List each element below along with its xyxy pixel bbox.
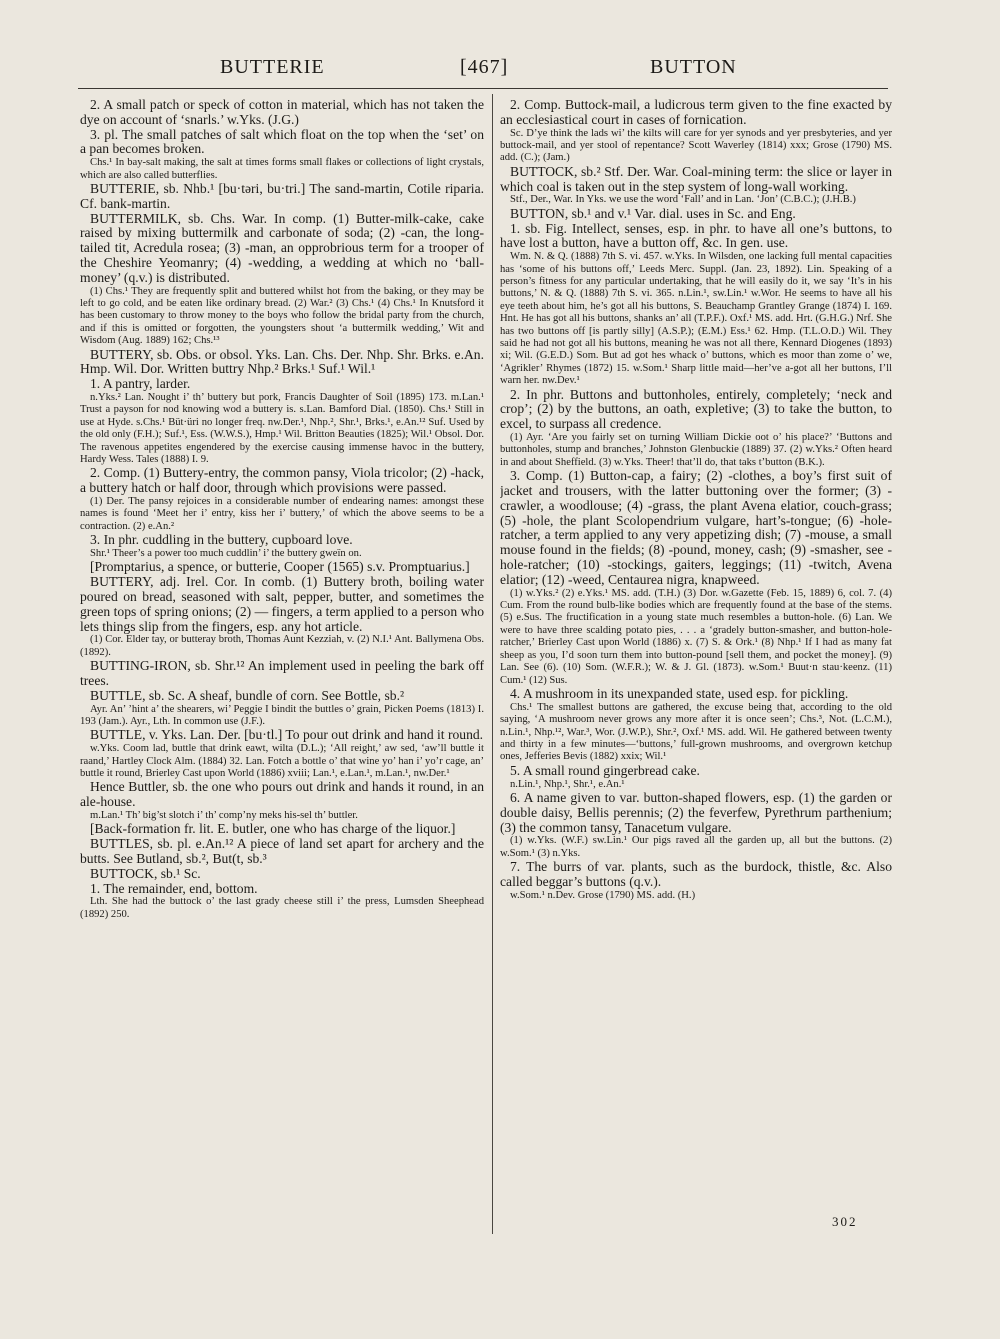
citation-paragraph: Chs.¹ In bay-salt making, the salt at times forms small flakes or collections of light crystals, which are also called butterflies. [80,157,484,181]
citation-paragraph: (1) Ayr. ‘Are you fairly set on turning William Dickie oot o’ his place?’ ‘Buttons and buttonholes, stump and branches,’ Johnston Glenbuckie (1889) 37. (2) w.Yks.² Often heard in and about Sheffield. (3) w.Yks. Theer! that’ll do, that taks t’button (B.K.). [500,432,892,468]
citation-paragraph: (1) Der. The pansy rejoices in a considerable number of endearing names: amongst these names is found ‘Meet her i’ entry, kiss her i’ buttery,’ of which the above seems to be a contraction. (2) e.An.² [80,496,484,532]
entry-paragraph: 1. sb. Fig. Intellect, senses, esp. in phr. to have all one’s buttons, to have lost a button, have a button off, &c. In gen. use. [500,220,892,251]
entry-paragraph: 3. pl. The small patches of salt which float on the top when the ‘set’ on a pan becomes broken. [80,126,484,157]
citation-paragraph: Stf., Der., War. In Yks. we use the word ‘Fall’ and in Lan. ‘Jon’ (C.B.C.); (J.H.B.) [510,194,856,206]
entry-paragraph: 1. The remainder, end, bottom. [90,880,258,896]
citation-paragraph: Wm. N. & Q. (1888) 7th S. vi. 457. w.Yks. In Wilsden, one lacking full mental capacities has ‘some of his buttons off,’ Leeds Merc. Suppl. (Jan. 23, 1892). Lin. Speaking of a person’s fitness for any particular undertaking, that he will easily do it, we say ‘It’s in his buttons,’ N. & Q. (1888) 7th S. vi. 365. n.Lin.¹, sw.Lin.¹ w.Wor. He seems to have all his eye teeth about him, he’s got all his buttons, S. Beauchamp Grantley Grange (1874) I. 169. Hnt. He has got all his buttons, shanks an’ all (T.P.F.). Oxf.¹ MS. add. Hrt. (G.H.G.) Nrf. She has two buttons off [is partly silly] (A.S.P.); (E.M.) Ess.¹ 62. Hmp. (T.L.O.D.) Wil. They said he had not got all his buttons, meaning he was not all there, Kennard Diogenes (1893) xi; Wil. (G.E.D.) Som. But ad got hes whack o’ buttons, which es moor than zome o’ we, ‘Agrikler’ Rhymes (1872) 15. w.Som.¹ Sharp little maid—her’ve a-got all her buttons, I’ll warn her. nw.Dev.¹ [500,251,892,387]
signature-mark: 302 [832,1214,858,1229]
citation-paragraph: m.Lan.¹ Th’ big’st slotch i’ th’ comp’ny meks his-sel th’ buttler. [90,810,358,822]
entry-paragraph: BUTTLE, v. Yks. Lan. Der. [bu·tl.] To pour out drink and hand it round. [90,727,484,743]
running-header [220,56,760,86]
citation-paragraph: w.Yks. Coom lad, buttle that drink eawt, wilta (D.L.); ‘All reight,’ aw sed, ‘aw’ll buttle it raand,’ Hartley Clock Alm. (1884) 32. Lan. Fotch a bottle o’ that wine yo’ han i’ yo’r cage, an’ buttle it round, Brierley Cast upon World (1886) xviii; Lan.¹, e.Lan.¹, m.Lan.¹, nw.Der.¹ [80,743,484,780]
entry-paragraph: [Back-formation fr. lit. E. butler, one who has charge of the liquor.] [90,821,456,837]
entry-paragraph: BUTTLES, sb. pl. e.An.¹² A piece of land set apart for archery and the butts. See Butland, sb.², But(t, sb.³ [80,836,484,867]
entry-paragraph: 6. A name given to var. button-shaped flowers, esp. (1) the garden or double daisy, Bellis perennis; (2) the feverfew, Pyrethrum parthenium; (3) the common tansy, Tanacetum vulgare. [500,789,892,835]
entry-paragraph: BUTTERY, sb. Obs. or obsol. Yks. Lan. Chs. Der. Nhp. Shr. Brks. e.An. Hmp. Wil. Dor. Written buttry Nhp.² Brks.¹ Suf.¹ Wil.¹ [80,346,484,377]
entry-paragraph: 2. A small patch or speck of cotton in material, which has not taken the dye on account of ‘snarls.’ w.Yks. (J.G.) [80,98,484,127]
header-right-word: BUTTON [650,56,737,78]
entry-paragraph: BUTTERY, adj. Irel. Cor. In comb. (1) Buttery broth, boiling water poured on bread, seasoned with salt, pepper, butter, and sometimes the green tops of spring onions; (2) — fingers, a term applied to a person who lets things slip from the fingers, esp. any hot article. [80,574,484,634]
entry-paragraph: 3. In phr. cuddling in the buttery, cupboard love. [90,532,353,548]
entry-paragraph: 7. The burrs of var. plants, such as the burdock, thistle, &c. Also called beggar’s buttons (q.v.). [500,859,892,889]
entry-paragraph: 5. A small round gingerbread cake. [510,762,700,778]
page-number: [467] [460,56,509,78]
citation-paragraph: (1) Cor. Elder tay, or butteray broth, Thomas Aunt Kezziah, v. (2) N.I.¹ Ant. Ballymena Obs. (1892). [80,634,484,658]
citation-paragraph: n.Yks.² Lan. Nought i’ th’ buttery but pork, Francis Daughter of Soil (1895) 173. m.Lan.¹ Trust a payson for nod knowing wod a buttery is. s.Lan. Bamford Dial. (1850). Chs.¹ Still in use at Hyde. s.Chs.¹ Büt·üri no longer freq. nw.Der.¹, Nhp.², Shr.¹, Brks.¹, e.An.¹² Suf. Used by the old only (F.H.); Suf.¹, Ess. (W.W.S.), Hmp.¹ Wil. Britton Beauties (1825); Wil.¹ Obsol. Dor. The ravenous appetites engendered by the exercise causing immense havoc in the buttery, Hardy Wess. Tales (1888) I. 9. [80,392,484,466]
entry-paragraph: BUTTERIE, sb. Nhb.¹ [bu·təri, bu·tri.] The sand-martin, Cotile riparia. Cf. bank-martin. [80,181,484,211]
right-column [500,98,892,1208]
entry-paragraph: BUTTERMILK, sb. Chs. War. In comp. (1) Butter-milk-cake, cake raised by mixing buttermilk and carbonate of soda; (2) -can, the long-tailed tit, Acredula rosea; (3) -man, an opprobrious term for a trooper of the Cheshire Yeomanry; (4) -wedding, a wedding at which no ‘ball-money’ (q.v.) is distributed. [80,210,484,285]
citation-paragraph: (1) w.Yks. (W.F.) sw.Lin.¹ Our pigs raved all the garden up, all but the buttons. (2) w.Som.¹ (3) n.Yks. [500,835,892,859]
entry-paragraph: [Promptarius, a spence, or butterie, Cooper (1565) s.v. Promptuarius.] [90,559,470,575]
entry-paragraph: 1. A pantry, larder. [90,376,191,392]
entry-paragraph: BUTTLE, sb. Sc. A sheaf, bundle of corn. See Bottle, sb.² [90,687,405,703]
citation-paragraph: w.Som.¹ n.Dev. Grose (1790) MS. add. (H.) [510,889,696,901]
citation-paragraph: Shr.¹ Theer’s a power too much cuddlin’ i’ the buttery gweïn on. [90,548,362,560]
entry-paragraph: Hence Buttler, sb. the one who pours out drink and hands it round, in an ale-house. [80,779,484,810]
header-rule [78,88,888,89]
entry-paragraph: BUTTOCK, sb.² Stf. Der. War. Coal-mining term: the slice or layer in which coal is taken out in the step system of long-wall working. [500,163,892,194]
column-divider [492,94,493,1234]
citation-paragraph: Sc. D’ye think the lads wi’ the kilts will care for yer synods and yer presbyteries, and yer buttock-mail, and yer stool of repentance? Scott Waverley (1814) xxx; Grose (1790) MS. add. (C.); (Jam.) [500,127,892,164]
citation-paragraph: Chs.¹ The smallest buttons are gathered, the excuse being that, according to the old saying, ‘A mushroom never grows any more after it is once seen’; Chs.³, Not. (L.C.M.), n.Lin.¹, Nhp.¹², War.³, Wor. (J.W.P.), Shr.², Oxf.¹ MS. add. Wil. He gathered between twenty and thirty in a few minutes—‘buttons,’ full-grown mushrooms, and overgrown ketchup ones, Jefferies Bevis (1882) xxix; Wil.¹ [500,701,892,763]
left-column [80,98,484,1238]
citation-paragraph: n.Lin.¹, Nhp.¹, Shr.¹, e.An.¹ [510,778,625,790]
header-left-word: BUTTERIE [220,56,325,78]
entry-paragraph: BUTTON, sb.¹ and v.¹ Var. dial. uses in Sc. and Eng. [510,205,796,221]
citation-paragraph: (1) w.Yks.² (2) e.Yks.¹ MS. add. (T.H.) (3) Dor. w.Gazette (Feb. 15, 1889) 6, col. 7. (4) Cum. From the round bulb-like bodies which are frequently found at the base of the stems. (5) e.Sus. The fructification in a young state much resembles a button-hole. (6) Lan. We were to have three scalding potato pies, . . . a ‘gradely button-smasher, and button-hole-ratcher,’ Brierley Cast upon World (1886) x. (7) S. & Ork.¹ (8) Nhp.¹ If I had as many fat sheep as you, I’d soon turn them into button-pound [sell them, and pocket the money]. (9) Lan. See (6). (10) Som. (W.F.R.); W. & J. Gl. (1873). w.Som.¹ Buut·n stau·keenz. (11) Cum.¹ (12) Sus. [500,587,892,686]
citation-paragraph: (1) Chs.¹ They are frequently split and buttered whilst hot from the baking, or they may be left to go cold, and be eaten like ordinary bread. (2) War.² (3) Chs.¹ (4) Chs.¹ In Knutsford it has been customary to throw money to the boys who follow the bridal party from the church, and if this is omitted or forgotten, the youngsters shout ‘a buttermilk wedding,’ Wit and Wisdom (Aug. 1889) 162; Chs.¹³ [80,285,484,347]
entry-paragraph: 2. Comp. Buttock-mail, a ludicrous term given to the fine exacted by an ecclesiastical court in cases of fornication. [500,98,892,127]
citation-paragraph: Lth. She had the buttock o’ the last grady cheese still i’ the press, Lumsden Sheephead (1892) 250. [80,896,484,920]
citation-paragraph: Ayr. An’ ’hint a’ the shearers, wi’ Peggie I bindit the buttles o’ grain, Picken Poems (1813) I. 193 (Jam.). Ayr., Lth. In common use (J.F.). [80,703,484,728]
entry-paragraph: 3. Comp. (1) Button-cap, a fairy; (2) -clothes, a boy’s first suit of jacket and trousers, with the latter buttoning over the former; (3) -crawler, a woodlouse; (4) -grass, the plant Avena elatior, couch-grass; (5) -hole, the plant Scolopendrium vulgare, hart’s-tongue; (6) -hole-ratcher, a term applied to any very appetizing dish; (7) -mouse, a small mouse found in the fields; (8) -pound, money, cash; (9) -smasher, see -hole-ratcher; (10) -stockings, gaiters, leggings; (11) -twitch, Avena elatior; (12) -weed, Centaurea nigra, knapweed. [500,468,892,587]
entry-paragraph: BUTTOCK, sb.¹ Sc. [90,865,201,881]
entry-paragraph: 2. Comp. (1) Buttery-entry, the common pansy, Viola tricolor; (2) -hack, a buttery hatch or half door, through which provisions were passed. [80,465,484,496]
entry-paragraph: BUTTING-IRON, sb. Shr.¹² An implement used in peeling the bark off trees. [80,658,484,689]
entry-paragraph: 2. In phr. Buttons and buttonholes, entirely, completely; ‘neck and crop’; (2) by the buttons, an oath, expletive; (3) to take the button, to excel, to surpass all credence. [500,386,892,432]
entry-paragraph: 4. A mushroom in its unexpanded state, used esp. for pickling. [510,685,849,701]
